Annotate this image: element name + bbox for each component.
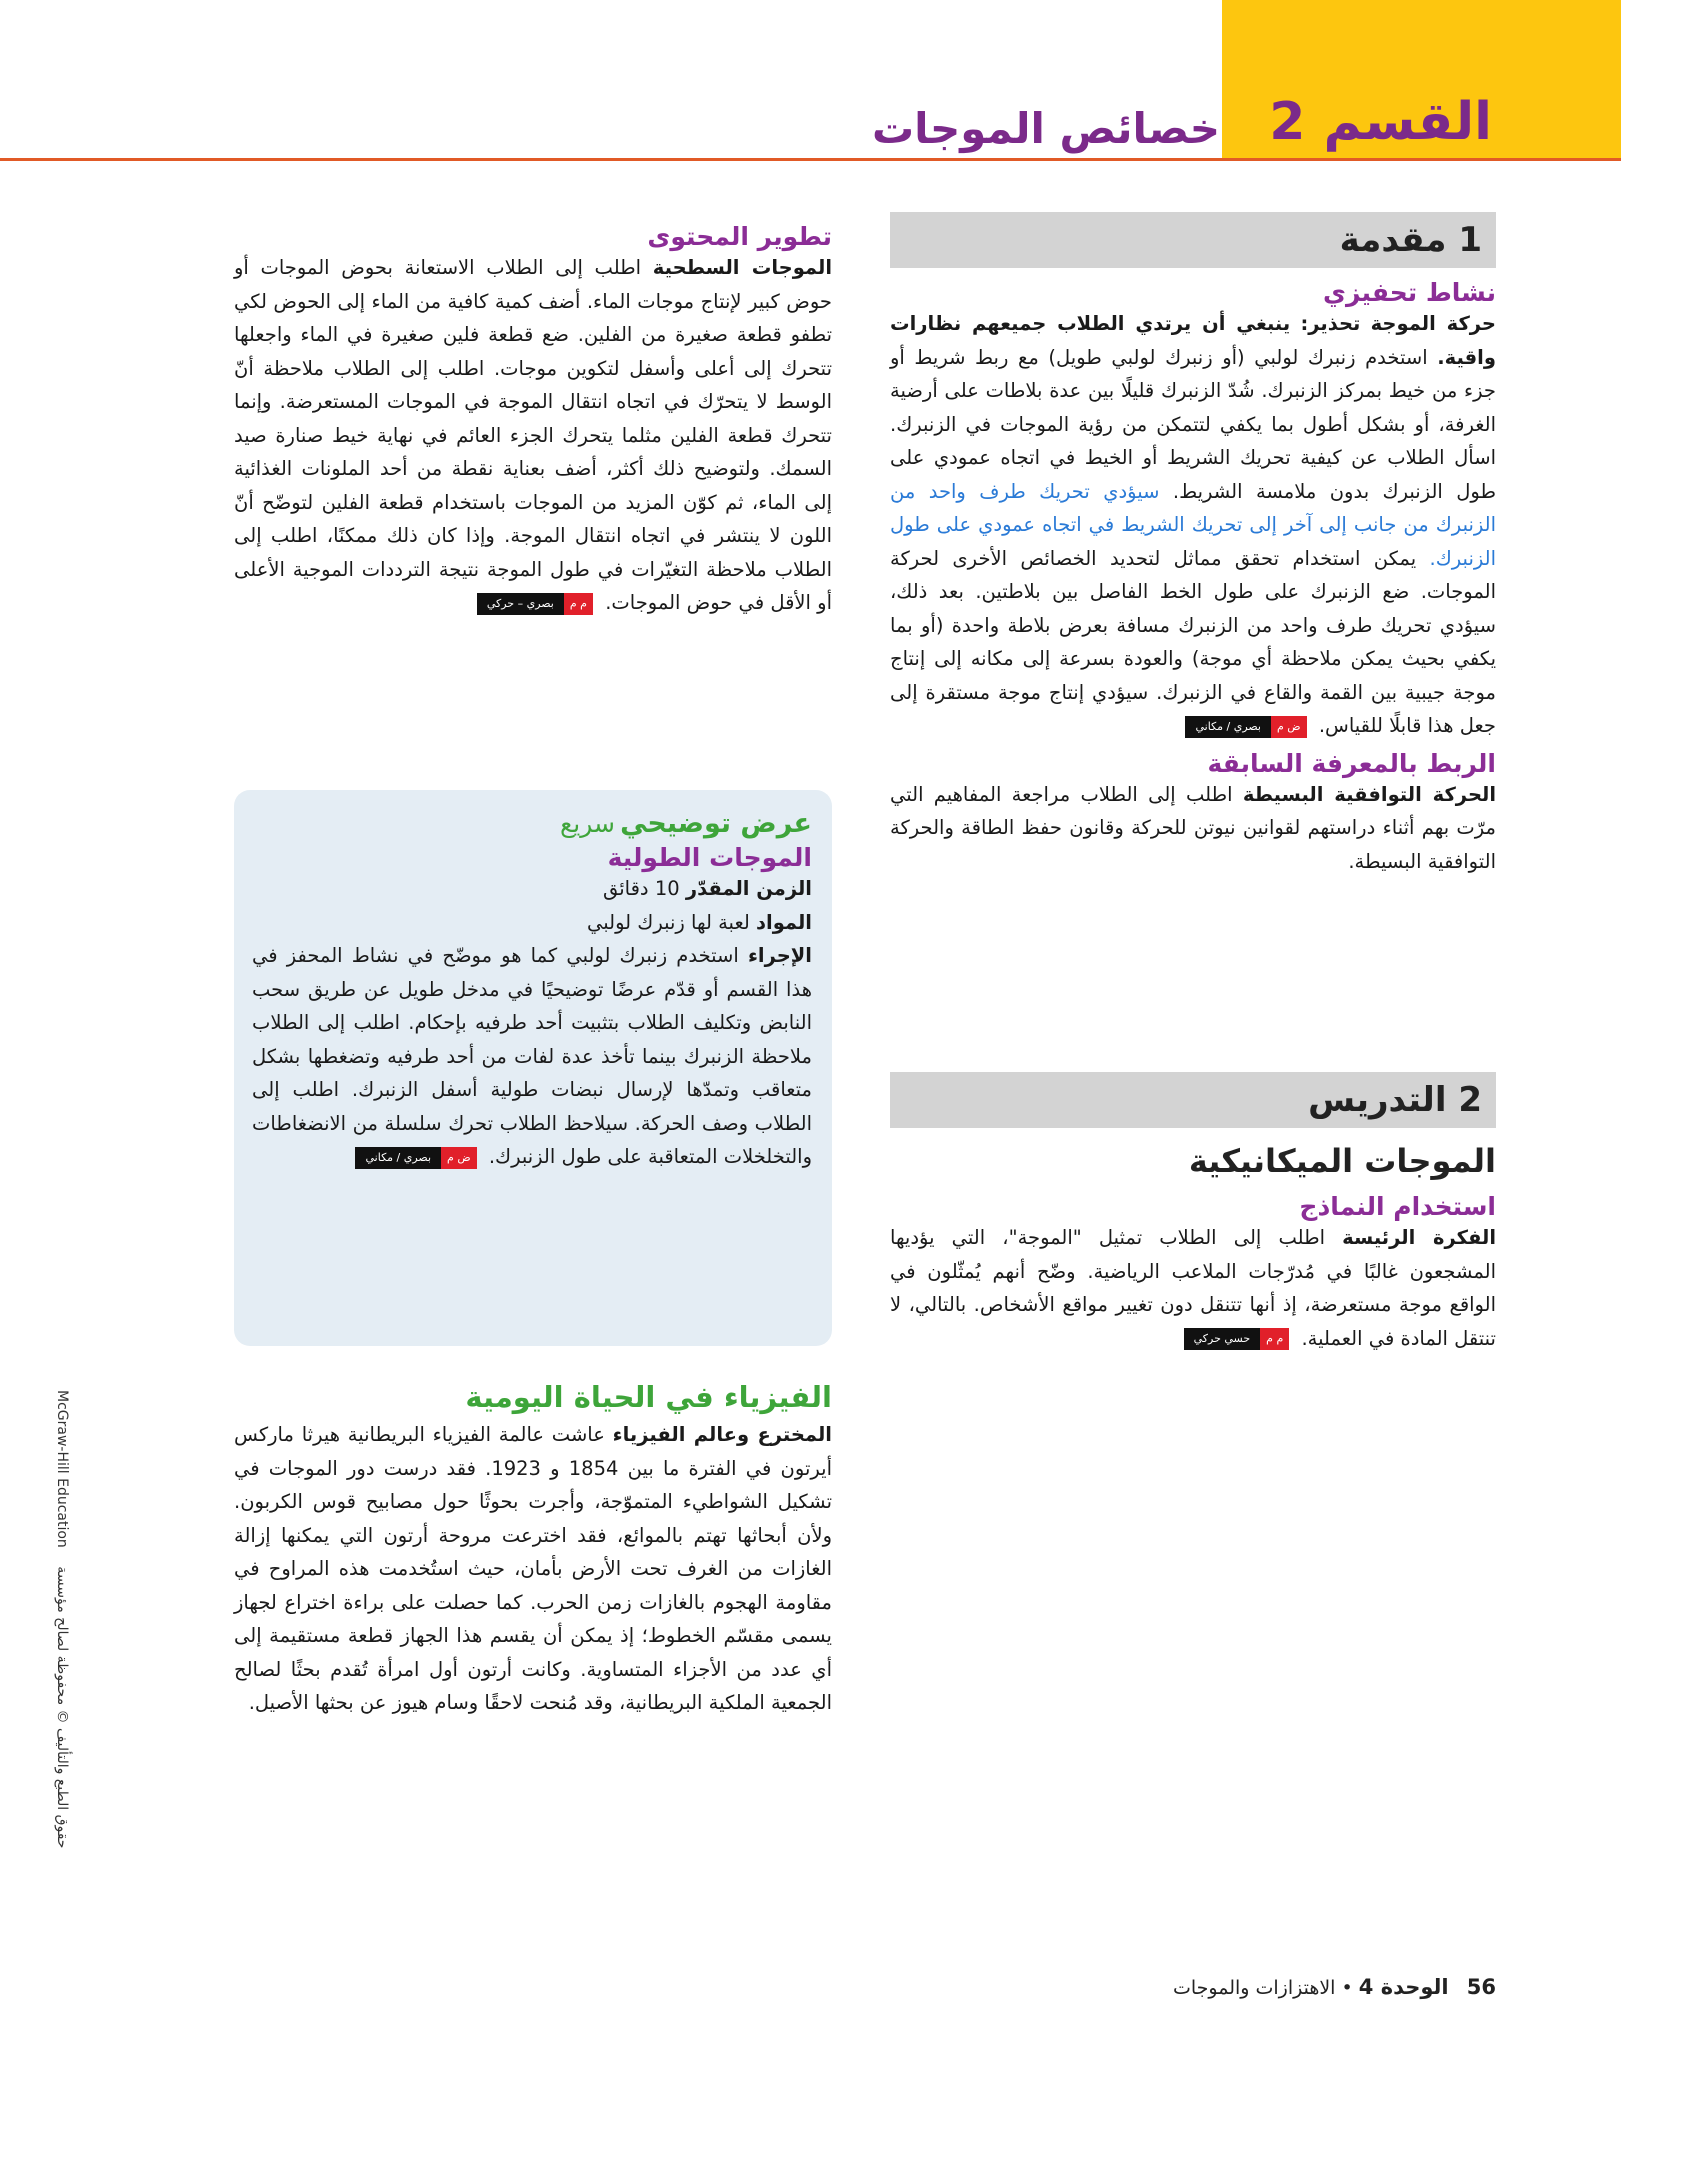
warning-label: تحذير:	[1300, 312, 1361, 335]
warning-text: ينبغي أن يرتدي الطلاب جميعهم نظارات واقية.	[890, 312, 1496, 369]
content-body: اطلب إلى الطلاب الاستعانة بحوض الموجات أو حوض كبير لإنتاج موجات الماء. أضف كمية كافية من الماء إلى الحوض لكي تطفو قطعة صغيرة من الفلين. ضع قطعة فلين صغيرة في الماء واجعلها تتحرك إلى أعلى وأسفل لتكوين موجات. اطلب إلى الطلاب ملاحظة أنّ الوسط لا يتحرّك في اتجاه انتقال الموجة في الموجات المستعرضة. وإنما تتحرك قطعة الفلين مثلما يتحرك الجزء العائم في نهاية خيط صنارة صيد السمك. ولتوضيح ذلك أكثر، أضف بعناية نقطة من أحد الملونات الغذائية إلى الماء، ثم كوّن المزيد من الموجات باستخدام قطعة الفلين لتوضّح أنّ اللون لا ينتشر في اتجاه انتقال الموجة. وإذا كان ذلك ممكنًا، اطلب إلى الطلاب ملاحظة التغيّرات في طول الموجة نتيجة الترددات الموجية الأعلى أو الأقل في حوض الموجات.	[234, 256, 832, 614]
mechanical-waves-section	[890, 1142, 1496, 1355]
tag-level: ض م	[1271, 716, 1307, 738]
quick-demo-subtitle: سريع	[559, 809, 615, 838]
demo-materials-label: المواد	[756, 910, 812, 934]
models-lead: الفكرة الرئيسة	[1342, 1226, 1497, 1249]
using-models-heading: استخدام النماذج	[1299, 1192, 1496, 1221]
bellringer-body-2: يمكن استخدام تحقق مماثل لتحديد الخصائص الأخرى لحركة الموجات. ضع الزنبرك على طول الخط الفاصل بين بلاطتين. بعد ذلك، سيؤدي تحريك طرف واحد من الزنبرك مسافة بعرض بلاطة واحدة (أو بما يكفي بحيث يمكن ملاحظة أي موجة) والعودة بسرعة إلى مكانه إلى إنتاج موجة جيبية بين القمة والقاع في الزنبرك. سيؤدي إنتاج موجة مستقرة إلى جعل هذا قابلًا للقياس.	[890, 546, 1496, 737]
demo-learning-tag	[355, 1147, 476, 1169]
copyright-credit	[40, 1390, 70, 1910]
physics-everyday-text	[234, 1418, 832, 1720]
header-rule	[0, 158, 1621, 161]
content-development-section	[234, 222, 832, 620]
tag-style: بصري / مكاني	[355, 1147, 441, 1169]
bellringer-answer: سيؤدي تحريك طرف واحد من الزنبرك من جانب إلى آخر إلى تحريك الشريط في اتجاه عمودي على طول الزنبرك.	[890, 479, 1496, 570]
demo-time-value: 10 دقائق	[602, 877, 680, 900]
models-body: اطلب إلى الطلاب تمثيل "الموجة"، التي يؤديها المشجعون غالبًا في مُدرّجات الملاعب الرياضية. وضّح أنهم يُمثّلون في الواقع موجة مستعرضة، إذ أنها تتنقل دون تغيير مواقع الأشخاص. بالتالي، لا تنتقل المادة في العملية.	[890, 1226, 1496, 1350]
demo-procedure	[252, 939, 812, 1174]
content-development-heading: تطوير المحتوى	[647, 222, 832, 251]
prior-body: اطلب إلى الطلاب مراجعة المفاهيم التي مرّت بهم أثناء دراستهم لقوانين نيوتن للحركة وقانون حفظ الطاقة والحركة التوافقية البسيطة.	[890, 782, 1496, 873]
intro-band: 1 مقدمة	[890, 212, 1496, 268]
prior-lead: الحركة التوافقية البسيطة	[1242, 782, 1496, 806]
copyright-text: حقوق الطبع والتأليف © محفوظة لصالح مؤسسة	[54, 1566, 70, 1849]
content-development-text	[234, 251, 832, 620]
page-footer	[1100, 1975, 1496, 1999]
tag-style: حسي حركي	[1184, 1328, 1261, 1350]
demo-materials	[252, 906, 812, 940]
tag-style: بصري / مكاني	[1185, 716, 1271, 738]
publisher-name: McGraw-Hill Education	[54, 1390, 70, 1548]
quick-demo-title: عرض توضيحي	[620, 808, 812, 839]
unit-title: الاهتزازات والموجات	[1172, 1977, 1336, 1999]
bellringer-learning-tag	[1185, 716, 1306, 738]
demo-time	[252, 872, 812, 906]
bellringer-heading: نشاط تحفيزي	[1323, 278, 1496, 307]
content-learning-tag	[477, 593, 593, 615]
mechanical-waves-heading: الموجات الميكانيكية	[1188, 1142, 1496, 1180]
quick-demo-heading	[252, 808, 812, 839]
longitudinal-waves-heading: الموجات الطولية	[607, 843, 812, 872]
section-title: خصائص الموجات	[871, 104, 1220, 153]
bellringer-body-1: استخدم زنبرك لولبي (أو زنبرك لولبي طويل) مع ربط شريط أو جزء من خيط بمركز الزنبرك. شُدّ الزنبرك قليلًا بين عدة بلاطات على أرضية الغرفة، أو بشكل أطول بما يكفي لتتمكن من رؤية الموجات في الزنبرك. اسأل الطلاب عن كيفية تحريك الشريط أو الخيط في اتجاه عمودي على طول الزنبرك بدون ملامسة الشريط.	[890, 345, 1496, 503]
demo-materials-value: لعبة لها زنبرك لولبي	[586, 910, 750, 934]
physics-everyday-heading: الفيزياء في الحياة اليومية	[465, 1380, 832, 1414]
page-number: 56	[1466, 1975, 1496, 1999]
section-label: القسم 2	[1269, 92, 1492, 152]
tag-level: م م	[564, 593, 593, 615]
demo-procedure-label: الإجراء	[747, 944, 812, 967]
unit-label: الوحدة 4	[1358, 1975, 1449, 1999]
content-lead: الموجات السطحية	[652, 256, 833, 279]
footer-bullet: •	[1341, 1977, 1353, 1999]
physics-everyday-section	[234, 1380, 832, 1720]
tag-level: ض م	[441, 1147, 477, 1169]
prior-knowledge-text	[890, 778, 1496, 879]
demo-time-label: الزمن المقدّر	[685, 877, 812, 900]
models-learning-tag	[1184, 1328, 1290, 1350]
using-models-text	[890, 1221, 1496, 1355]
bellringer-lead: حركة الموجة	[1370, 312, 1496, 335]
tag-level: م م	[1260, 1328, 1289, 1350]
teach-band: 2 التدريس	[890, 1072, 1496, 1128]
quick-demo-content	[252, 808, 812, 1174]
demo-procedure-body: استخدم زنبرك لولبي كما هو موضّح في نشاط المحفز في هذا القسم أو قدّم عرضًا توضيحيًا في مدخل طويل عن طريق سحب النابض وتكليف الطلاب بتثبيت أحد طرفيه بإحكام. اطلب إلى الطلاب ملاحظة الزنبرك بينما تأخذ عدة لفات من أحد طرفيه وتضغطها بشكل متعاقب وتمدّها لإرسال نبضات طولية أسفل الزنبرك. اطلب إلى الطلاب وصف الحركة. سيلاحظ الطلاب تحرك سلسلة من الانضغاطات والتخلخلات المتعاقبة على طول الزنبرك.	[252, 944, 812, 1168]
bellringer-text	[890, 307, 1496, 743]
bellringer-section	[890, 278, 1496, 878]
prior-knowledge-heading: الربط بالمعرفة السابقة	[1207, 748, 1496, 778]
physics-body: عاشت عالمة الفيزياء البريطانية هيرثا ماركس أيرتون في الفترة ما بين 1854 و 1923. فقد درست دور الموجات في تشكيل الشواطيء المتموّجة، وأجرت بحوثًا حول مصابيح قوس الكربون. ولأن أبحاثها تهتم بالموائع، فقد اخترعت مروحة أرتون التي يمكنها إزالة الغازات من الغرف تحت الأرض بأمان، حيث استُخدمت هذه المراوح في مقاومة الهجوم بالغازات زمن الحرب. كما حصلت على براءة اختراع لجهاز يسمى مقسّم الخطوط؛ إذ يمكن أن يقسم هذا الجهاز قطعة مستقيمة إلى أي عدد من الأجزاء المتساوية. وكانت أرتون أول امرأة تُقدم بحثًا لصالح الجمعية الملكية البريطانية، وقد مُنحت لاحقًا وسام هيوز عن بحثها الأصيل.	[234, 1423, 832, 1714]
tag-style: بصري – حركي	[477, 593, 564, 615]
physics-lead: المخترع وعالم الفيزياء	[612, 1423, 832, 1446]
